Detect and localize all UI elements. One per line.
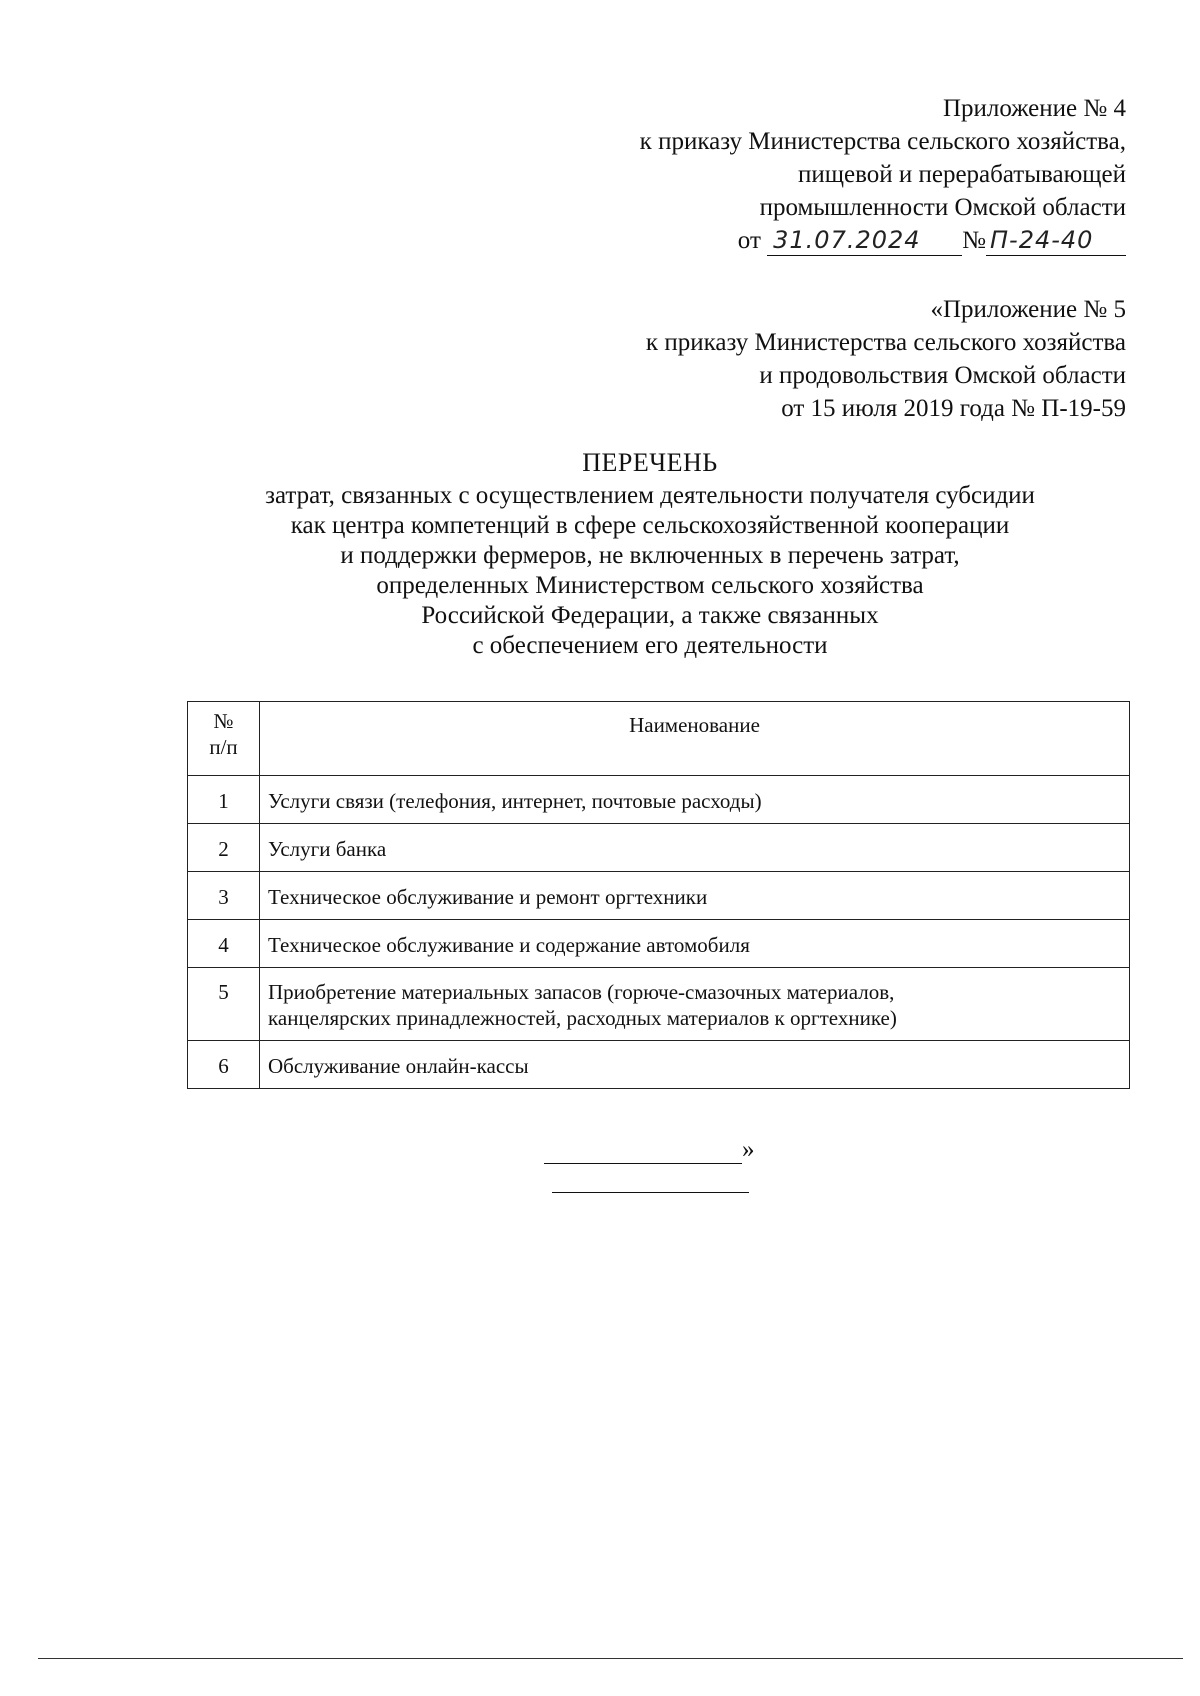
original-annex-title: «Приложение № 5	[930, 296, 1126, 323]
row-name: Техническое обслуживание и ремонт оргтехники	[260, 872, 1130, 920]
footer-rule	[38, 1658, 1183, 1659]
number-field	[986, 226, 1126, 256]
original-annex-line: и продовольствия Омской области	[759, 362, 1126, 389]
row-number: 2	[188, 824, 260, 872]
header-number: № п/п	[188, 702, 260, 776]
table-row	[188, 872, 1130, 920]
heading-line: определенных Министерством сельского хозяйства	[376, 572, 924, 599]
date-field	[767, 226, 962, 256]
annex-line: промышленности Омской области	[759, 194, 1126, 221]
table-header-row	[188, 702, 1130, 776]
heading-title: ПЕРЕЧЕНЬ	[582, 448, 718, 477]
annex-title: Приложение № 4	[942, 95, 1126, 122]
costs-table	[187, 701, 1130, 1089]
row-name: Техническое обслуживание и содержание автомобиля	[260, 920, 1130, 968]
row-name: Услуги связи (телефония, интернет, почтовые расходы)	[260, 776, 1130, 824]
row-name: Приобретение материальных запасов (горюче-смазочных материалов, канцелярских принадлежностей, расходных материалов к оргтехнике)	[260, 968, 1130, 1041]
table-row	[188, 968, 1130, 1041]
original-annex-header	[646, 293, 1126, 425]
row-number: 4	[188, 920, 260, 968]
row-number: 3	[188, 872, 260, 920]
number-value: П-24-40	[990, 226, 1094, 254]
closing-quote-line	[544, 1136, 755, 1164]
table-row	[188, 1041, 1130, 1089]
annex-date-number-line	[640, 224, 1126, 257]
heading-line: затрат, связанных с осуществлением деятельности получателя субсидии	[265, 482, 1035, 509]
document-heading	[0, 448, 1200, 661]
date-value: 31.07.2024	[773, 226, 921, 254]
row-number: 6	[188, 1041, 260, 1089]
closing-underline	[544, 1141, 742, 1164]
original-annex-line: к приказу Министерства сельского хозяйства	[645, 329, 1126, 356]
annex-line: пищевой и перерабатывающей	[797, 161, 1126, 188]
row-name: Услуги банка	[260, 824, 1130, 872]
row-name: Обслуживание онлайн-кассы	[260, 1041, 1130, 1089]
table-row	[188, 776, 1130, 824]
row-number: 5	[188, 968, 260, 1041]
annex-line: к приказу Министерства сельского хозяйства,	[639, 128, 1126, 155]
table-row	[188, 920, 1130, 968]
heading-line: и поддержки фермеров, не включенных в перечень затрат,	[340, 542, 960, 569]
heading-line: с обеспечением его деятельности	[472, 632, 828, 659]
annex-header	[640, 92, 1126, 257]
closing-quote: »	[742, 1136, 755, 1163]
number-prefix: №	[962, 227, 986, 254]
heading-line: Российской Федерации, а также связанных	[421, 602, 879, 629]
table-row	[188, 824, 1130, 872]
separator-line	[552, 1192, 749, 1193]
header-name: Наименование	[260, 702, 1130, 776]
heading-line: как центра компетенций в сфере сельскохозяйственной кооперации	[290, 512, 1010, 539]
row-number: 1	[188, 776, 260, 824]
date-prefix: от	[737, 227, 761, 254]
original-annex-line: от 15 июля 2019 года № П-19-59	[781, 395, 1126, 422]
